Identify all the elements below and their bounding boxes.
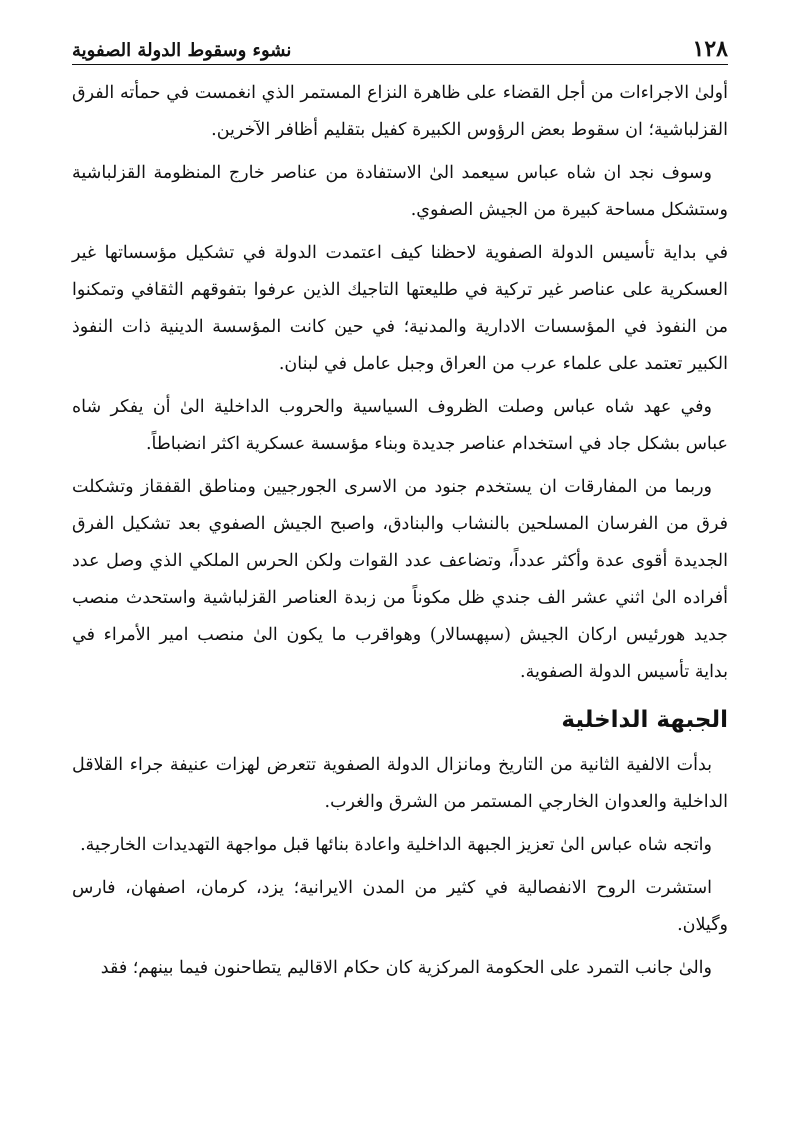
paragraph: وربما من المفارقات ان يستخدم جنود من الاسرى الجورجيين ومناطق القفقاز وتشكلت فرق من الفرسان المسلحين بالنشاب والبنادق، واصبح الجيش الصفوي بعد تشكيل الفرق الجديدة أقوى عدة وأكثر عدداً، وتضاعف عدد القوات ولكن الحرس الملكي الذي وصل عدد أفراده الىٰ اثني عشر الف جندي ظل مكوناً من زبدة العناصر القزلباشية واستحدث منصب جديد هورئيس اركان الجيش (سپهسالار) وهواقرب ما يكون الىٰ منصب امير الأمراء في بداية تأسيس الدولة الصفوية. [72, 477, 728, 682]
paragraph: واتجه شاه عباس الىٰ تعزيز الجبهة الداخلية واعادة بنائها قبل مواجهة التهديدات الخارجية. [80, 835, 712, 855]
paragraph: استشرت الروح الانفصالية في كثير من المدن الايرانية؛ يزد، كرمان، اصفهان، فارس وگيلان. [72, 878, 728, 935]
paragraph: وسوف نجد ان شاه عباس سيعمد الىٰ الاستفادة من عناصر خارج المنظومة القزلباشية وستشكل مساحة كبيرة من الجيش الصفوي. [72, 163, 728, 220]
paragraph: في بداية تأسيس الدولة الصفوية لاحظنا كيف اعتمدت الدولة في تشكيل مؤسساتها غير العسكرية على عناصر غير تركية في طليعتها التاجيك الذين عرفوا بتفوقهم الثقافي وتمكنوا من النفوذ في المؤسسات الادارية والمدنية؛ في حين كانت المؤسسة الدينية ذات النفوذ الكبير تعتمد على علماء عرب من العراق وجبل عامل في لبنان. [72, 243, 728, 374]
running-title: نشوء وسقوط الدولة الصفوية [72, 40, 292, 61]
section-heading: الجبهة الداخلية [561, 707, 728, 733]
page-number: ١٢٨ [692, 36, 728, 62]
paragraph: بدأت الالفية الثانية من التاريخ ومانزال الدولة الصفوية تتعرض لهزات عنيفة جراء القلاقل الداخلية والعدوان الخارجي المستمر من الشرق والغرب. [72, 755, 728, 812]
running-header [72, 26, 728, 65]
paragraph: والىٰ جانب التمرد على الحكومة المركزية كان حكام الاقاليم يتطاحنون فيما بينهم؛ فقد [100, 958, 712, 978]
body-text [72, 75, 728, 987]
paragraph: أولىٰ الاجراءات من أجل القضاء على ظاهرة النزاع المستمر الذي انغمست في حمأته الفرق القزلباشية؛ ان سقوط بعض الرؤوس الكبيرة كفيل بتقليم أظافر الآخرين. [72, 83, 728, 140]
paragraph: وفي عهد شاه عباس وصلت الظروف السياسية والحروب الداخلية الىٰ أن يفكر شاه عباس بشكل جاد في استخدام عناصر جديدة وبناء مؤسسة عسكرية اكثر انضباطاً. [72, 397, 728, 454]
